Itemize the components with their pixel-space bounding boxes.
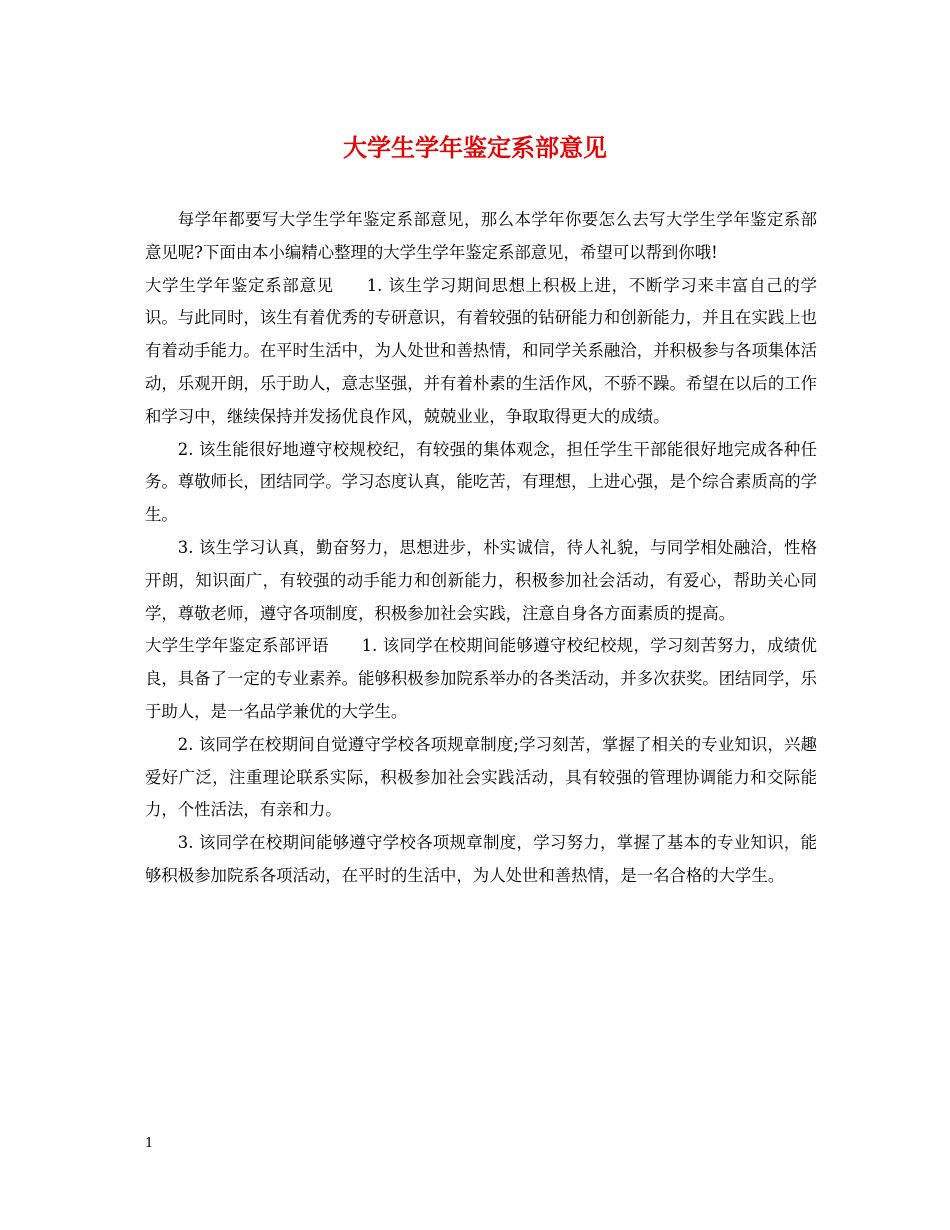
section1-item-2: 2. 该生能很好地遵守校规校纪，有较强的集体观念，担任学生干部能很好地完成各种任务。尊敬师长，团结同学。学习态度认真，能吃苦，有理想，上进心强，是个综合素质高的学生。 <box>145 439 818 525</box>
section1-item-3: 3. 该生学习认真，勤奋努力，思想进步，朴实诚信，待人礼貌，与同学相处融洽，性格开朗，知识面广，有较强的动手能力和创新能力，积极参加社会活动，有爱心，帮助关心同学，尊敬老师，遵守各项制度，积极参加社会实践，注意自身各方面素质的提高。 <box>145 537 817 623</box>
document-title: 大学生学年鉴定系部意见 <box>343 133 607 162</box>
section2-item-1: 1. 该同学在校期间能够遵守校纪校规，学习刻苦努力，成绩优良，具备了一定的专业素养。能够积极参加院系举办的各类活动，并多次获奖。团结同学，乐于助人，是一名品学兼优的大学生。 <box>145 636 818 721</box>
section2-item-2: 2. 该同学在校期间自觉遵守学校各项规章制度;学习刻苦，掌握了相关的专业知识，兴趣爱好广泛，注重理论联系实际，积极参加社会实践活动，具有较强的管理协调能力和交际能力，个性活法，有亲和力。 <box>145 734 817 820</box>
section2-item-3: 3. 该同学在校期间能够遵守学校各项规章制度，学习努力，掌握了基本的专业知识，能够积极参加院系各项活动，在平时的生活中，为人处世和善热情，是一名合格的大学生。 <box>145 833 817 885</box>
section1-first-paragraph <box>145 270 817 434</box>
section1-heading: 大学生学年鉴定系部意见 <box>145 275 334 295</box>
intro-paragraph: 每学年都要写大学生学年鉴定系部意见，那么本学年你要怎么去写大学生学年鉴定系部意见呢?下面由本小编精心整理的大学生学年鉴定系部意见，希望可以帮到你哦! <box>145 210 817 262</box>
document-body <box>145 204 817 893</box>
section2-heading: 大学生学年鉴定系部评语 <box>145 636 329 656</box>
section1-item-1: 1. 该生学习期间思想上积极上进，不断学习来丰富自己的学识。与此同时，该生有着优秀的专研意识，有着较强的钻研能力和创新能力，并且在实践上也有着动手能力。在平时生活中，为人处世和善热情，和同学关系融洽，并积极参与各项集体活动，乐观开朗，乐于助人，意志坚强，并有着朴素的生活作风，不骄不躁。希望在以后的工作和学习中，继续保持并发扬优良作风，兢兢业业，争取取得更大的成绩。 <box>145 275 818 426</box>
page-number: 1 <box>145 1136 154 1151</box>
section2-first-paragraph <box>145 630 817 728</box>
